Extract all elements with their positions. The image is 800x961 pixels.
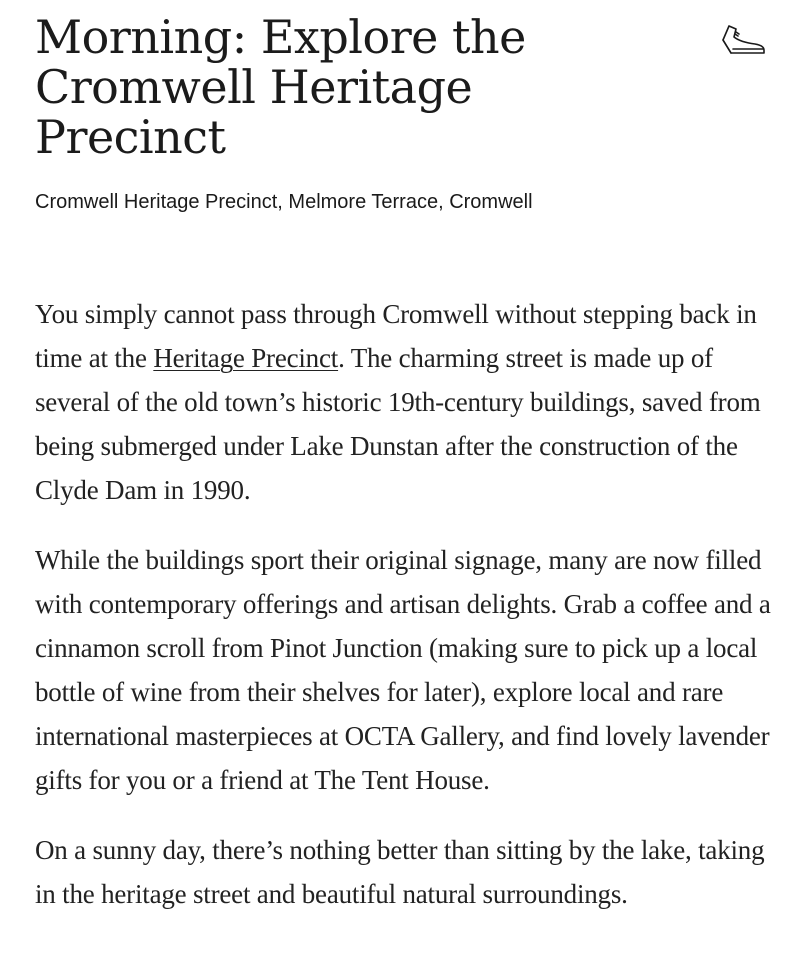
article-header: [35, 12, 775, 214]
location-text: Cromwell Heritage Precinct, Melmore Terrace, Cromwell: [35, 191, 533, 213]
article-body: [35, 292, 775, 916]
article: [35, 12, 775, 942]
paragraph-3: On a sunny day, there’s nothing better than sitting by the lake, taking in the heritage street and beautiful natural surroundings.: [35, 835, 765, 909]
page-title: Morning: Explore the Cromwell Heritage Precinct: [35, 10, 526, 164]
walking-shoe-icon: [719, 22, 767, 58]
paragraph-2: While the buildings sport their original signage, many are now filled with contemporary offerings and artisan delights. Grab a coffee and a cinnamon scroll from Pinot Junction (making sure to pick up a local bottle of wine from their shelves for later), explore local and rare international masterpieces at OCTA Gallery, and find lovely lavender gifts for you or a friend at The Tent House.: [35, 545, 771, 795]
paragraph-1-text-before: You simply cannot pass through Cromwell without stepping back in time at the: [35, 299, 757, 373]
heritage-precinct-link[interactable]: Heritage Precinct: [153, 343, 339, 373]
paragraph-1: [35, 292, 775, 512]
paragraph-1-text-after: . The charming street is made up of several of the old town’s historic 19th-century buildings, saved from being submerged under Lake Dunstan after the construction of the Clyde Dam in 1990.: [35, 343, 761, 505]
